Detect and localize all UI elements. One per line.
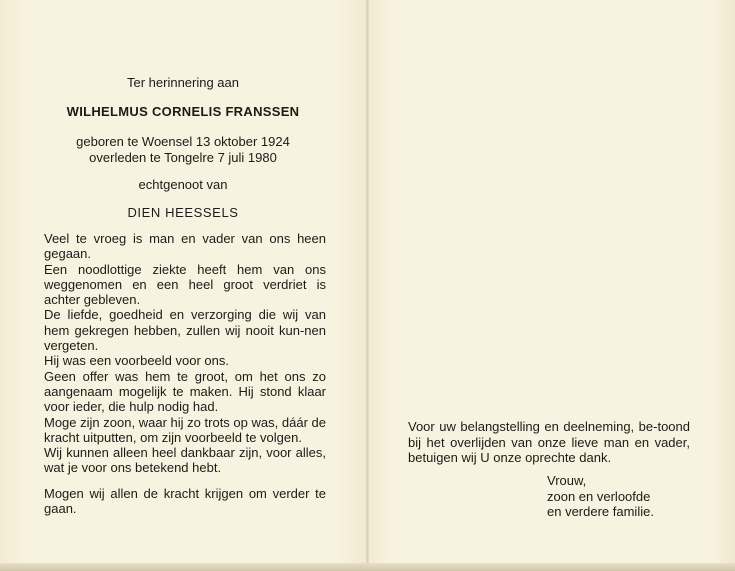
birth-line: geboren te Woensel 13 oktober 1924 — [76, 134, 290, 149]
deceased-name: WILHELMUS CORNELIS FRANSSEN — [66, 104, 300, 119]
closing-wish: Mogen wij allen de kracht krijgen om verder te gaan. — [44, 486, 326, 517]
signature-line: zoon en verloofde — [547, 488, 651, 504]
left-page — [0, 0, 366, 571]
death-line: overleden te Tongelre 7 juli 1980 — [89, 150, 277, 165]
remembrance-heading: Ter herinnering aan — [126, 75, 240, 90]
spouse-label: echtgenoot van — [138, 177, 228, 192]
memorial-text — [44, 231, 326, 476]
memorial-paragraph: Wij kunnen alleen heel dankbaar zijn, voor alles, wat je voor ons betekend hebt. — [44, 445, 326, 476]
memorial-paragraph: Geen offer was hem te groot, om het ons zo aangenaam mogelijk te maken. Hij stond klaar voor ieder, die hulp nodig had. — [44, 368, 326, 415]
memorial-paragraph: De liefde, goedheid en verzorging die wij van hem gekregen hebben, zullen wij nooit kun-nen vergeten. — [44, 307, 326, 354]
signature-block — [547, 473, 717, 520]
spouse-name: DIEN HEESSELS — [127, 205, 239, 220]
memorial-paragraph: Hij was een voorbeeld voor ons. — [44, 353, 229, 369]
memorial-paragraph: Een noodlottige ziekte heeft hem van ons weggenomen en een heel groot verdriet is achter gebleven. — [44, 261, 326, 308]
memorial-paragraph: Moge zijn zoon, waar hij zo trots op was, dáár de kracht uitputten, om zijn voorbeeld te volgen. — [44, 414, 326, 445]
memorial-paragraph: Veel te vroeg is man en vader van ons heen gegaan. — [44, 231, 326, 262]
thank-you-text: Voor uw belangstelling en deelneming, be-toond bij het overlijden van onze lieve man en vader, betuigen wij U onze oprechte dank. — [408, 419, 690, 465]
card-bottom-edge — [0, 563, 735, 571]
signature-line: en verdere familie. — [547, 504, 654, 520]
signature-line: Vrouw, — [547, 473, 587, 488]
